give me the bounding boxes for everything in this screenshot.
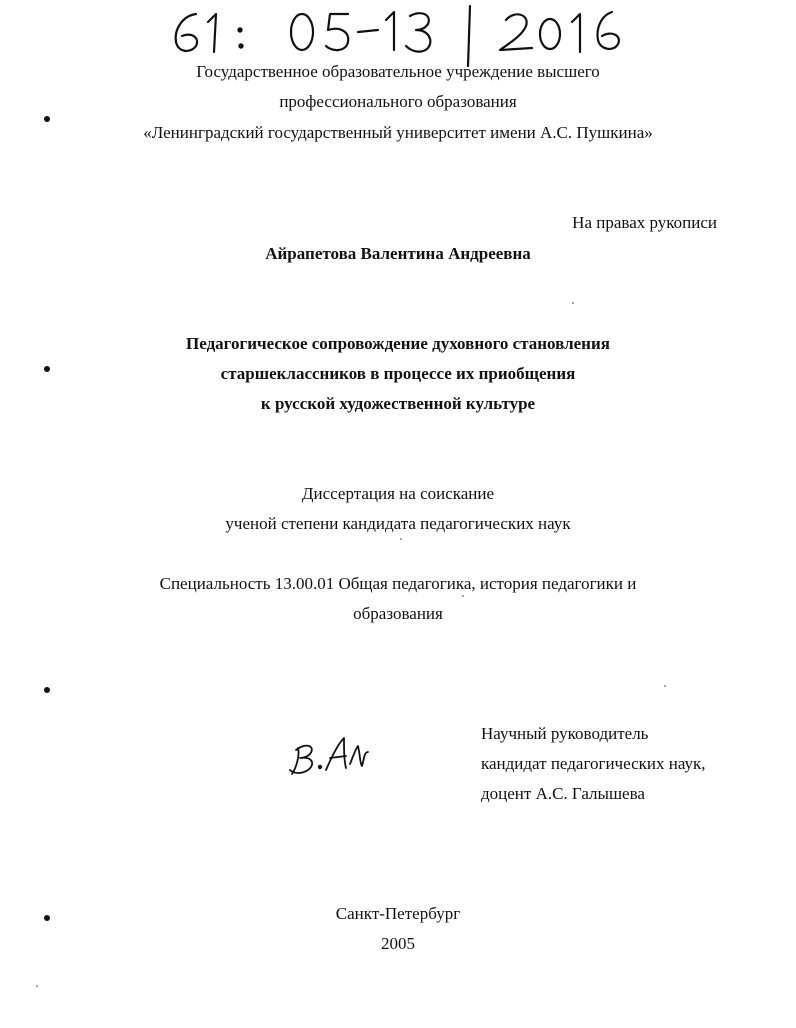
supervisor-line-3: доцент А.С. Галышева — [481, 784, 645, 803]
title-line-3: к русской художественной культуре — [260, 394, 536, 413]
supervisor-line-2: кандидат педагогических наук, — [481, 754, 706, 773]
title-line-2: старшеклассников в процессе их приобщения — [220, 364, 576, 383]
manuscript-rights: На правах рукописи — [572, 213, 717, 232]
institution-line-3: «Ленинградский государственный университет имени А.С. Пушкина» — [143, 123, 653, 142]
handwritten-archive-number — [0, 0, 796, 70]
scan-speck-3 — [462, 595, 464, 597]
supervisor-line-1: Научный руководитель — [481, 724, 649, 743]
institution-line-1: Государственное образовательное учреждение высшего — [196, 62, 600, 81]
author-name: Айрапетова Валентина Андреевна — [265, 244, 531, 263]
scan-dot-2 — [44, 366, 50, 372]
scan-speck-1 — [572, 302, 574, 304]
scan-speck-5 — [36, 985, 38, 987]
title-line-1: Педагогическое сопровождение духовного становления — [186, 334, 610, 353]
scan-speck-4 — [664, 685, 666, 687]
scan-dot-3 — [44, 687, 50, 693]
dissertation-line-1: Диссертация на соискание — [301, 484, 495, 503]
scan-dot-1 — [44, 116, 50, 122]
year: 2005 — [381, 934, 415, 953]
specialty-line-1: Специальность 13.00.01 Общая педагогика, история педагогики и — [159, 574, 637, 593]
dissertation-line-2: ученой степени кандидата педагогических наук — [225, 514, 571, 533]
city: Санкт-Петербург — [335, 904, 461, 923]
scan-speck-2 — [400, 538, 402, 540]
institution-line-2: профессионального образования — [279, 92, 517, 111]
scan-dot-4 — [44, 915, 50, 921]
specialty-line-2: образования — [353, 604, 443, 623]
